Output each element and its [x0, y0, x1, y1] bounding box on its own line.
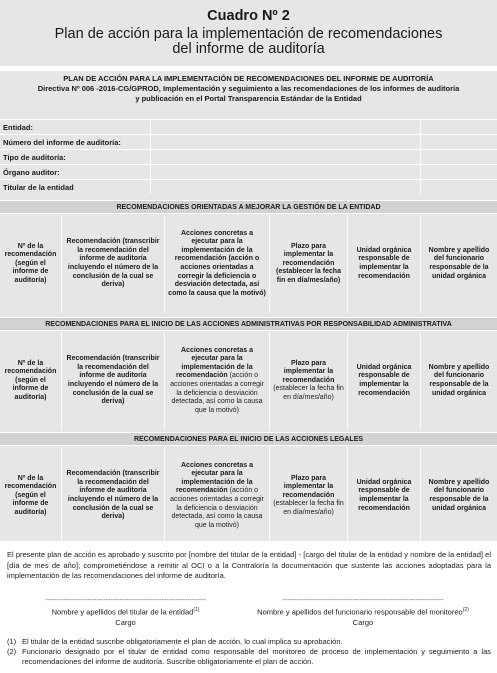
column-unidad-organica: Unidad orgánica responsable de implementar la recomendación	[348, 447, 421, 545]
signature-line: ---------------------------------------------------------------------	[45, 597, 206, 604]
column-nro-recomendacion: Nº de la recomendación (según el informe de auditoría)	[0, 447, 62, 545]
field-row-entidad	[0, 119, 497, 134]
section-table-legales	[0, 447, 497, 545]
field-row-titular	[0, 179, 497, 194]
field-label: Tipo de auditoría:	[3, 153, 66, 162]
column-plazo: Plazo para implementar la recomendación (establecer la fecha fin en día/mes/año)	[270, 332, 348, 430]
column-plazo: Plazo para implementar la recomendación (establecer la fecha fin en día/mes/año)	[270, 215, 348, 313]
column-acciones: Acciones concretas a ejecutar para la implementación de la recomendación (acción o acciones orientadas a corregir la deficiencia o desviación detectada, así como la causa que la motivó)	[165, 215, 270, 313]
signature-line: ---------------------------------------------------------------------	[282, 597, 444, 604]
footnotes	[7, 637, 491, 667]
field-row-organo-auditor	[0, 164, 497, 179]
column-unidad-organica: Unidad orgánica responsable de implementar la recomendación	[348, 215, 421, 313]
field-label: Número del informe de auditoría:	[3, 138, 121, 147]
subtitle-line-1: Plan de acción para la implementación de recomendaciones	[54, 26, 443, 42]
section-header-legales: RECOMENDACIONES PARA EL INICIO DE LAS ACCIONES LEGALES	[0, 432, 497, 446]
column-recomendacion: Recomendación (transcribir la recomendación del informe de auditoría incluyendo el número de la conclusión de la cual se deriva)	[62, 447, 165, 545]
document-title: Cuadro Nº 2	[207, 8, 290, 24]
form-heading-line-1: PLAN DE ACCIÓN PARA LA IMPLEMENTACIÓN DE RECOMENDACIONES DEL INFORME DE AUDITORÍA	[63, 74, 434, 83]
column-funcionario: Nombre y apellido del funcionario responsable de la unidad orgánica	[428, 363, 490, 397]
section-header-administrativas: RECOMENDACIONES PARA EL INICIO DE LAS ACCIONES ADMINISTRATIVAS POR RESPONSABILIDAD ADMINISTRATIVA	[0, 317, 497, 331]
signature-role-titular: Cargo	[115, 617, 136, 627]
form-heading	[0, 74, 497, 104]
subtitle-line-2: del informe de auditoría	[172, 41, 325, 57]
field-value-cell[interactable]	[150, 180, 420, 194]
column-funcionario: Nombre y apellido del funcionario responsable de la unidad orgánica	[428, 478, 490, 512]
form-heading-line-3: y publicación en el Portal Transparencia Estándar de la Entidad	[135, 94, 362, 103]
field-label: Entidad:	[3, 123, 33, 132]
column-funcionario: Nombre y apellido del funcionario responsable de la unidad orgánica	[428, 246, 490, 280]
field-extra-cell[interactable]	[420, 165, 497, 179]
column-acciones: Acciones concretas a ejecutar para la implementación de la recomendación (acción o acciones orientadas a corregir la deficiencia o desviación detectada, así como la causa que la motivó)	[165, 332, 270, 430]
field-extra-cell[interactable]	[420, 120, 497, 134]
field-extra-cell[interactable]	[420, 180, 497, 194]
footnote-item: (1) El titular de la entidad suscribe obligatoriamente el plan de acción, lo cual implica su aprobación.	[7, 637, 343, 646]
signature-role-monitoreo: Cargo	[352, 617, 374, 627]
column-unidad-organica: Unidad orgánica responsable de implementar la recomendación	[348, 332, 421, 430]
form-heading-line-2: Directiva Nº 006 -2016-CG/GPROD, Implementación y seguimiento a las recomendaciones de los informes de auditoría	[37, 84, 460, 93]
column-plazo: Plazo para implementar la recomendación (establecer la fecha fin en día/mes/año)	[270, 447, 348, 545]
column-acciones: Acciones concretas a ejecutar para la implementación de la recomendación (acción o acciones orientadas a corregir la deficiencia o desviación detectada, así como la causa que la motivó)	[165, 447, 270, 545]
section-table-administrativas	[0, 332, 497, 430]
document-subtitle	[0, 27, 497, 57]
field-label: Órgano auditor:	[3, 168, 60, 177]
field-row-numero-informe	[0, 134, 497, 149]
footnote-item: (2) Funcionario designado por el titular de entidad como responsable del monitoreo de proceso de implementación y seguimiento a las recomendaciones del informe de auditoría. Suscribe obligatoriamente el plan de acción.	[7, 647, 491, 666]
field-row-tipo-auditoria	[0, 149, 497, 164]
section-header-gestion: RECOMENDACIONES ORIENTADAS A MEJORAR LA GESTIÓN DE LA ENTIDAD	[0, 200, 497, 214]
field-value-cell[interactable]	[150, 150, 420, 164]
signature-block-monitoreo	[238, 597, 488, 628]
signature-block-titular	[28, 597, 223, 628]
signature-name-monitoreo: Nombre y apellidos del funcionario responsable del monitoreo$^{(2)}$	[257, 607, 469, 617]
field-extra-cell[interactable]	[420, 150, 497, 164]
field-label: Titular de la entidad	[3, 183, 74, 192]
column-nro-recomendacion: Nº de la recomendación (según el informe de auditoría)	[0, 332, 62, 430]
action-plan-form	[0, 71, 497, 541]
section-table-gestion	[0, 215, 497, 313]
column-recomendacion: Recomendación (transcribir la recomendación del informe de auditoría incluyendo el número de la conclusión de la cual se deriva)	[62, 332, 165, 430]
signature-name-titular: Nombre y apellidos del titular de la entidad$^{(1)}$	[51, 607, 200, 617]
field-value-cell[interactable]	[150, 120, 420, 134]
approval-paragraph: El presente plan de acción es aprobado y suscrito por [nombre del titular de la entidad] - [cargo del titular de la entidad y nombre de la entidad] el [día de mes de año]; comprometiéndose a remitir al OCI o a la Contraloría la documentación que sustente las acciones adoptadas para la implementación de las recomendaciones del informe de auditoría.	[7, 550, 491, 580]
column-recomendacion: Recomendación (transcribir la recomendación del informe de auditoría incluyendo el número de la conclusión de la cual se deriva)	[62, 215, 165, 313]
field-value-cell[interactable]	[150, 165, 420, 179]
field-extra-cell[interactable]	[420, 135, 497, 149]
column-nro-recomendacion: Nº de la recomendación (según el informe de auditoría)	[0, 215, 62, 313]
field-value-cell[interactable]	[150, 135, 420, 149]
title-box	[0, 0, 497, 66]
